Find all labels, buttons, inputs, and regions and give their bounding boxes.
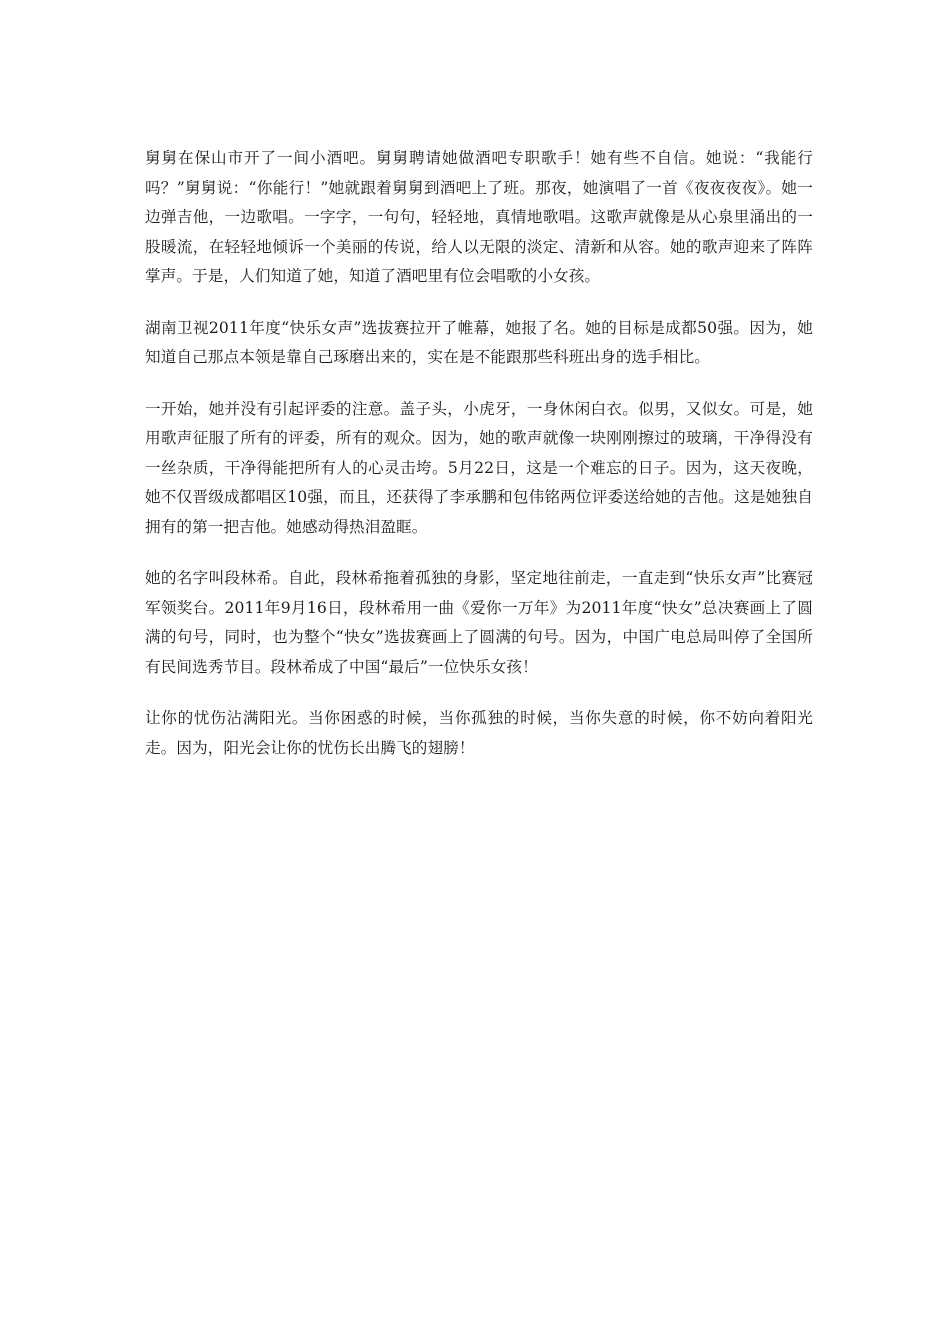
paragraph-2: 湖南卫视2011年度“快乐女声”选拔赛拉开了帷幕，她报了名。她的目标是成都50强。因为，她知道自己那点本领是靠自己琢磨出来的，实在是不能跟那些科班出身的选手相比。 bbox=[145, 318, 813, 366]
paragraph-4: 她的名字叫段林希。自此，段林希拖着孤独的身影，坚定地往前走，一直走到“快乐女声”比赛冠军领奖台。2011年9月16日，段林希用一曲《爱你一万年》为2011年度“快女”总决赛画上了圆满的句号，同时，也为整个“快女”选拔赛画上了圆满的句号。因为，中国广电总局叫停了全国所有民间选秀节目。段林希成了中国“最后”一位快乐女孩！ bbox=[145, 569, 813, 676]
document-body bbox=[145, 144, 813, 785]
paragraph-1: 舅舅在保山市开了一间小酒吧。舅舅聘请她做酒吧专职歌手！她有些不自信。她说：“我能行吗？”舅舅说：“你能行！”她就跟着舅舅到酒吧上了班。那夜，她演唱了一首《夜夜夜夜》。她一边弹吉他，一边歌唱。一字字，一句句，轻轻地，真情地歌唱。这歌声就像是从心泉里涌出的一股暖流，在轻轻地倾诉一个美丽的传说，给人以无限的淡定、清新和从容。她的歌声迎来了阵阵掌声。于是，人们知道了她，知道了酒吧里有位会唱歌的小女孩。 bbox=[145, 149, 813, 285]
paragraph-5: 让你的忧伤沾满阳光。当你困惑的时候，当你孤独的时候，当你失意的时候，你不妨向着阳光走。因为，阳光会让你的忧伤长出腾飞的翅膀！ bbox=[145, 709, 813, 757]
paragraph-3: 一开始，她并没有引起评委的注意。盖子头，小虎牙，一身休闲白衣。似男，又似女。可是，她用歌声征服了所有的评委，所有的观众。因为，她的歌声就像一块刚刚擦过的玻璃，干净得没有一丝杂质，干净得能把所有人的心灵击垮。5月22日，这是一个难忘的日子。因为，这天夜晚，她不仅晋级成都唱区10强，而且，还获得了李承鹏和包伟铭两位评委送给她的吉他。这是她独自拥有的第一把吉他。她感动得热泪盈眶。 bbox=[145, 399, 813, 536]
